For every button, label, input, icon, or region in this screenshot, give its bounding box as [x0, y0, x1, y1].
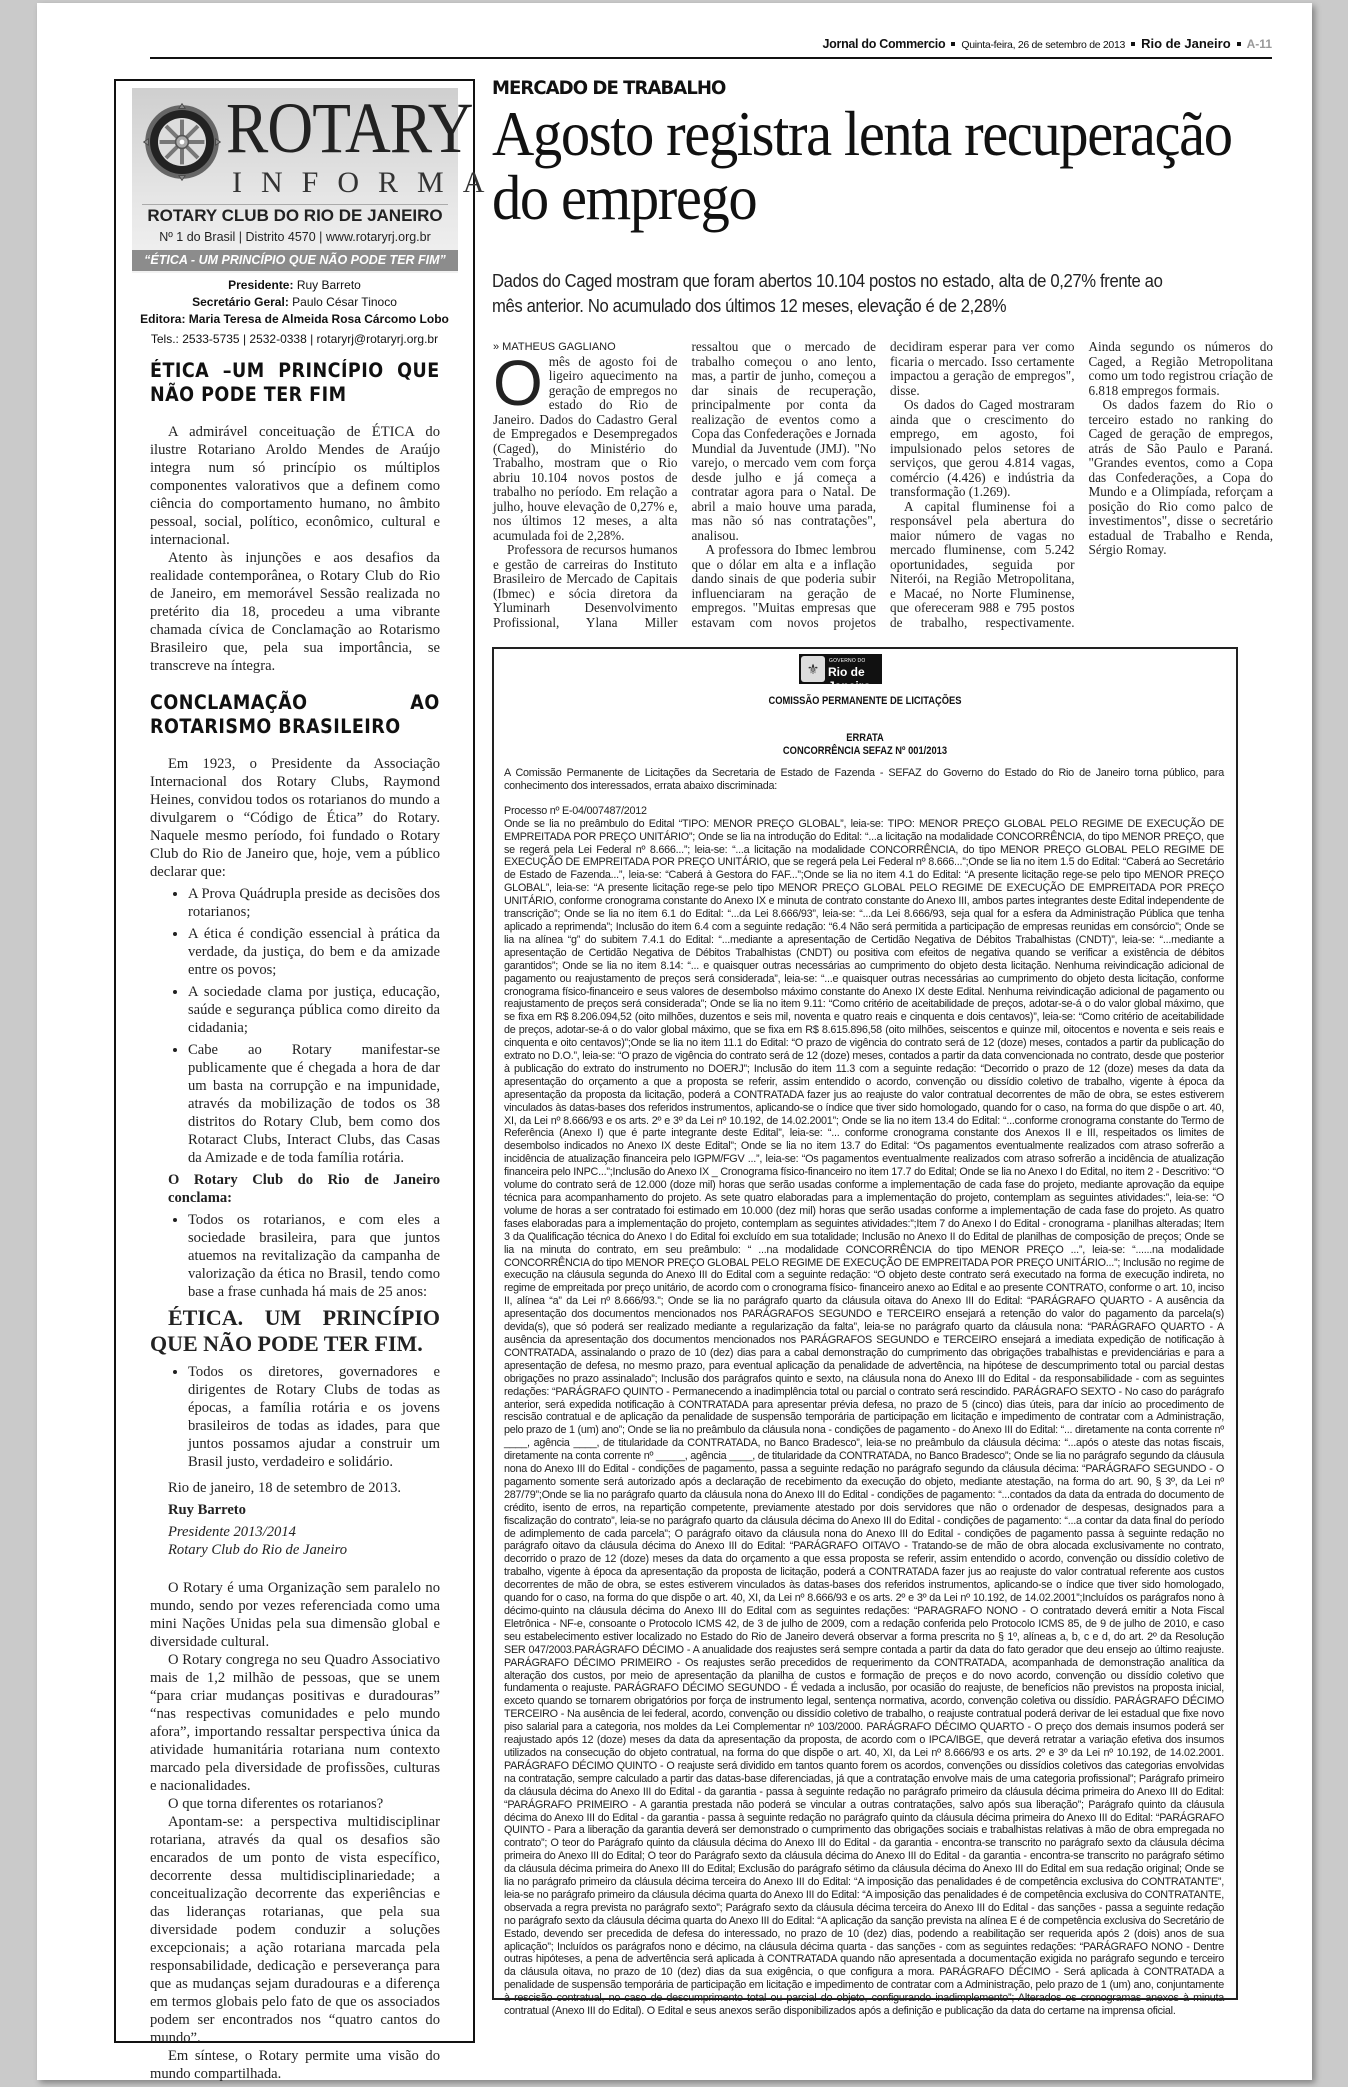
- signature-name: Ruy Barreto: [168, 1502, 246, 1518]
- list-item: • A ética é condição essencial à prática da verdade, da justiça, do bem e da amizade entre os povos;: [188, 925, 440, 979]
- paragraph: Os dados do Caged mostraram ainda que o crescimento do emprego, em agosto, foi impulsionado pelos setores de serviços, que gerou 4.814 vagas, comércio (4.426) e indústria da transformação (1.269).: [890, 397, 1075, 499]
- spacer: [150, 1559, 440, 1579]
- page-number: A-11: [1246, 37, 1272, 51]
- list-item: • A sociedade clama por justiça, educação, saúde e segurança pública como direito da cidadania;: [188, 983, 440, 1037]
- article-headline: Agosto registra lenta recuperação do emprego: [492, 99, 1232, 233]
- byline: » MATHEUS GAGLIANO: [493, 341, 616, 353]
- conclama-list: [150, 1211, 440, 1301]
- rotary-informa-box: [114, 79, 504, 2082]
- masthead: [150, 33, 1272, 59]
- paragraph: A capital fluminense foi a responsável pela abertura do maior número de vagas no mercado fluminense, com 5.242 oportunidades, seguida por Niterói, na Região Metropolitana, e Macaé, no Norte Fluminense, que ofereceram 988 e 795 postos de trabalho, respectivamente. Ainda segundo os números do Caged, a Região Metropolitana como um todo registrou criação de 6.818 empregos formais.: [890, 339, 1273, 630]
- newspaper-name: Jornal do Commercio: [822, 37, 946, 51]
- paragraph: Apontam-se: a perspectiva multidisciplinar rotariana, através da qual os desafios são encarados de um ponto de vista específico, decorrente dessa multidisciplinariedade; a conceitualização decorrente das experiências e das lideranças rotarianas, que pela sua diversidade podem conduzir a soluções excepcionais; a ação rotariana marcada pela responsabilidade, dedicação e perseverança para que as mudanças sejam duradouras e a diferença em termos globais pelo fato de que os associados podem ser encontrados nos “quatro cantos do mundo”.: [150, 1814, 440, 2046]
- separator-dot: [1237, 42, 1241, 46]
- article-deck: Dados do Caged mostram que foram abertos 10.104 postos no estado, alta de 0,27% frente ao mês anterior. No acumulado dos últimos 12 meses, elevação é de 2,28%: [492, 270, 1163, 316]
- paragraph-text: mês de agosto foi de ligeiro aquecimento na geração de empregos no estado do Rio de Janeiro. Dados do Cadastro Geral de Empregados e Desempregados (Caged), do Ministério do Trabalho, mostram que o Rio abriu 10.104 novos postos de trabalho no período. Em relação a julho, houve elevação de 0,27% e, nos últimos 12 meses, a alta acumulada foi de 2,28%.: [493, 353, 678, 543]
- paragraph: A admirável conceituação de ÉTICA do ilustre Rotariano Aroldo Mendes de Araújo integra num só princípio os múltiplos componentes valorativos que a definem como ciência do comportamento humano, no âmbito pessoal, social, político, econômico, cultural e internacional.: [150, 424, 440, 548]
- logo-big-text: Rio de Janeiro: [828, 665, 871, 693]
- paragraph: O Rotary congrega no seu Quadro Associativo mais de 1,2 milhão de pessoas, que se unem “para criar mudanças positivas e duradouras” “nas respectivas comunidades e pelo mundo afora”, importando ressaltar perspectiva única da atividade humanitária rotariana num contexto marcado pela diversidade de profissões, culturas e nacionalidades.: [150, 1652, 440, 1794]
- slogan-heading: ÉTICA. UM PRINCÍPIO QUE NÃO PODE TER FIM.: [150, 1305, 440, 1356]
- staff-president: [116, 277, 473, 294]
- government-logo: [799, 654, 882, 693]
- concorrencia-label: CONCORRÊNCIA SEFAZ Nº 001/2013: [782, 745, 948, 757]
- list-item: • Todos os diretores, governadores e dirigentes de Rotary Clubs de todas as épocas, a família rotária e os jovens brasileiros de todas as idades, para que juntos possamos ajudar a construir um Brasil justo, verdadeiro e solidário.: [188, 1363, 440, 1471]
- conclama-label: O Rotary Club do Rio de Janeiro conclama:: [168, 1172, 440, 1206]
- divider: [142, 204, 448, 205]
- paragraph: A professora do Ibmec lembrou que o dólar em alta e a inflação dando sinais de que poderia subir influenciaram na geração de empregos. "Muitas empresas que estavam com novos projetos decidiram esperar para ver como ficaria o mercado. Isso certamente impactou a geração de empregos", disse.: [691, 339, 1075, 630]
- rotary-logo-word: ROTARY: [226, 88, 473, 168]
- club-info: Nº 1 do Brasil | Distrito 4570 | www.rotaryrj.org.br: [159, 230, 431, 244]
- notice-intro: A Comissão Permanente de Licitações da Secretaria de Estado de Fazenda - SEFAZ do Governo do Estado do Rio de Janeiro torna público, para conhecimento dos interessados, errata abaixo discriminada:: [504, 767, 1224, 792]
- paragraph: Em síntese, o Rotary permite uma visão do mundo compartilhada.: [150, 2048, 440, 2082]
- slogan-list: [150, 1363, 440, 1471]
- staff-value: Ruy Barreto: [296, 278, 361, 292]
- paragraph: Os dados fazem do Rio o terceiro estado no ranking do Caged de geração de empregos, atrás de São Paulo e Paraná. "Grandes eventos, como a Copa das Confederações, a Copa do Mundo e a Olimpíada, reforçam a posição do Rio como palco de investimentos", disse o secretário estadual de Trabalho e Renda, Sérgio Romay.: [1088, 397, 1273, 557]
- process-number: Processo nº E-04/007487/2012: [504, 804, 647, 817]
- notice-body: [504, 767, 1224, 2018]
- paragraph: Professora de recursos humanos e gestão de carreiras do Instituto Brasileiro de Mercado de Capitais (Ibmec) e sócia diretora da Yluminarh Desenvolvimento Profissional, Ylana Miller ressaltou que o mercado de trabalho começou o ano lento, mas, a partir de junho, começou a dar sinais de recuperação, principalmente por conta da realização de eventos como a Copa das Confederações e Jornada Mundial da Juventude (JMJ). "No varejo, o mercado vem com força desde julho e já começa a contratar agora para o Natal. De abril a maio houve uma parada, mas não só nas contratações", analisou.: [493, 339, 876, 630]
- rotary-logo-informa: INFORMA: [232, 166, 504, 199]
- section-city: Rio de Janeiro: [1141, 36, 1231, 51]
- notice-subtitle: [550, 732, 1181, 758]
- rotary-wheel-icon: [142, 102, 222, 182]
- staff-list: [116, 277, 473, 348]
- staff-value: Maria Teresa de Almeida Rosa Cárcomo Lobo: [188, 312, 449, 326]
- staff-label: Secretário Geral:: [192, 295, 289, 309]
- declarations-list: [150, 885, 440, 1167]
- list-item: • A Prova Quádrupla preside as decisões dos rotarianos;: [188, 885, 440, 921]
- paragraph: O Rotary é uma Organização sem paralelo no mundo, sendo por vezes referenciada como uma mini Nações Unidas pela sua dimensão global e diversidade cultural.: [150, 1580, 440, 1650]
- section-heading: CONCLAMAÇÃO AO ROTARISMO BRASILEIRO: [150, 691, 440, 738]
- errata-label: ERRATA: [846, 732, 884, 744]
- notice-text: Onde se lia no preâmbulo do Edital “TIPO: MENOR PREÇO GLOBAL”, leia-se: TIPO: MENOR PREÇO GLOBAL PELO REGIME DE EXECUÇÃO DE EMPREITADA POR PREÇO UNITÁRIO”; Onde se lia na introdução do Edital: “...a licitação na modalidade CONCORRÊNCIA, do tipo MENOR PREÇO, que se regerá pela Lei Federal nº 8.666...”; leia-se: “...a licitação na modalidade CONCORRÊNCIA, do tipo MENOR PREÇO GLOBAL PELO REGIME DE EXECUÇÃO DE EMPREITADA POR PREÇO UNITÁRIO, que se regerá pela Lei Federal nº 8.666...”;Onde se lia no item 1.5 do Edital: “Caberá ao Secretário de Estado de Fazenda...”, leia-se: “Caberá à Gestora do FAF...”;Onde se lia no item 4.1 do Edital: “A presente licitação rege-se pelo tipo MENOR PREÇO GLOBAL”, leia-se: “A presente licitação rege-se pelo tipo MENOR PREÇO GLOBAL PELO REGIME DE EXECUÇÃO DE EMPREITADA POR PREÇO UNITÁRIO, conforme cronograma constante do Anexo IX e minuta de contrato constante do Anexo III, ambos partes integrantes deste Edital independente de transcrição”; Onde se lia no item 6.1 do Edital: “...da Lei 8.666/93”, leia-se: “...da Lei 8.666/93, seja qual for a esfera da Administração Pública que tenha aplicado a reprimenda”; Inclusão do item 6.4 com a seguinte redação: “6.4 Não será permitida a participação de empresas reunidas em consórcio”; Onde se lia na alínea “g” do subitem 7.4.1 do Edital: “...mediante a apresentação de Certidão Negativa de Débitos Trabalhistas (CNDT)”, leia-se: “...mediante a apresentação de Certidão Negativa de Débitos Trabalhistas (CNDT) ou positiva com efeitos de negativa quando se verificar a existência de débitos garantidos”; Onde se lia no item 8.14: “... e quaisquer outras necessárias ao cumprimento do objeto desta licitação. Nenhuma reivindicação adicional de pagamento ou reajustamento de preços será considerada”, leia-se: “...e quaisquer outras necessárias ao cumprimento do objeto desta licitação, conforme cronograma físico-financeiro e seus valores de desembolso máximo constante do Anexo IX deste Edital. Nenhuma reivindicação adicional de pagamento ou reajustamento de preços será considerada”; Onde se lia no item 9.11: “Como critério de aceitabilidade de preços, adotar-se-á o do valor global máximo, que se fixa em R$ 8.206.094,52 (oito milhões, duzentos e seis mil, noventa e quatro reais e cinquenta e dois centavos)”, leia-se: “Como critério de aceitabilidade de preços, adotar-se-á o do valor global máximo, que se fixa em R$ 8.615.896,58 (oito milhões, seiscentos e quinze mil, oitocentos e noventa e seis reais e cinquenta e oito centavos)”;Onde se lia no item 11.1 do Edital: “O prazo de vigência do contrato será de 12 (doze) meses, contados a partir da publicação do extrato no D.O.”, leia-se: “O prazo de vigência do contrato será de 12 (doze) meses, contados a partir da data convencionada no contrato, desde que posterior à publicação do extrato do instrumento no DOERJ”; Inclusão do item 11.3 com a seguinte redação: “Decorrido o prazo de 12 (doze) meses da data da apresentação do orçamento a que a proposta se referir, assim entendido o acordo, convenção ou dissídio coletivo de trabalho, vigente à época da apresentação da proposta da licitação, poderá a CONTRATADA fazer jus ao reajuste do valor contratual decorrentes de mão de obra, se estes estiverem vinculados às datas-bases dos referidos instrumentos, aplicando-se o índice que tiver sido homologado, quando for o caso, na forma do que dispõe o art. 40, XI, da Lei nº 8.666/93 e os arts. 2º e 3º da Lei nº 10.192, de 14.02.2001”; Onde se lia no item 13.4 do Edital: “...conforme cronograma constante do Termo de Referência (Anexo I) que é parte integrante deste Edital”, leia-se: “... conforme cronograma constante dos Anexos II e III, respeitados os limites de desembolso indicados no Anexo IX deste Edital”; Onde se lia no item 13.7 do Edital: “Os pagamentos eventualmente realizados com atraso sofrerão a incidência de atualização financeira pelo IGPM/FGV ...”, leia-se: “Os pagamentos eventualmente realizados com atraso sofrerão a incidência de atualização financeira pelo INPC...”;Inclusão do Anexo IX _ Cronograma físico-financeiro no item 17.7 do Edital; Onde se lia no Anexo I do Edital, no item 2 - Descritivo: “O volume do contrato será de 12.000 (doze mil) horas que serão usadas conforme a implementação de cada fase do projeto, mediante aprovação da equipe técnica para acompanhamento do projeto. As sete quatro elaboradas para a implementação do projeto, contemplam as seguintes atividades:”, leia-se: “O volume de horas a ser contratado foi estimado em 10.000 (dez mil) horas que serão usadas conforme a implementação de cada fase do projeto. As quatro fases elaboradas para a implementação do projeto, contemplam as seguintes atividades:”;Item 7 do Anexo I do Edital - cronograma - planilhas alteradas; Item 3 da Qualificação técnica do Anexo I do Edital foi excluído em sua totalidade; Inclusão no Anexo II do Edital de planilhas de composição de preços; Onde se lia na minuta do contrato, em seu preâmbulo: “ ...na modalidade CONCORRÊNCIA do tipo MENOR PREÇO ...”, leia-se: “......na modalidade CONCORRÊNCIA do tipo MENOR PREÇO GLOBAL PELO REGIME DE EXECUÇÃO DE EMPREITADA POR PREÇO UNITÁRIO...”; Inclusão no regime de execução na cláusula segunda do Anexo III do Edital com a seguinte redação: “O objeto deste contrato será executado na forma de execução indireta, no regime de empreitada por preço unitário, de acordo com o cronograma físico- financeiro anexo ao Edital e ao presente CONTRATO, conforme o art. 10, inciso II, alínea “a” da Lei nº 8.666/93.”; Onde se lia no parágrafo quarto da cláusula oitava do Anexo III do Edital: “PARÁGRAFO QUARTO - A ausência da apresentação dos documentos mencionados nos PARÁGRAFOS SEGUNDO e TERCEIRO ensejará a retenção do valor do pagamento da parcela(s) devida(s), que só poderá ser realizado mediante a regularização da falta”, leia-se no parágrafo quarto da cláusula nona: “PARÁGRAFO QUARTO - A ausência da apresentação dos documentos mencionados nos PARÁGRAFOS SEGUNDO e TERCEIRO ensejará a imediata expedição de notificação à CONTRATADA, assinalando o prazo de 10 (dez) dias para a cabal demonstração do cumprimento das obrigações trabalhistas e previdenciárias e para a apresentação de defesa, no mesmo prazo, para eventual aplicação da penalidade de advertência, na hipótese de descumprimento total ou parcial destas obrigações no prazo assinalado”; Inclusão dos parágrafos quinto e sexto, na cláusula nona do Anexo III do Edital - da responsabilidade - com as seguintes redações: “PARÁGRAFO QUINTO - Permanecendo a inadimplência total ou parcial o contrato será rescindido. PARÁGRAFO SEXTO - No caso do parágrafo anterior, será expedida notificação à CONTRATADA para apresentar prévia defesa, no prazo de 5 (cinco) dias úteis, para dar início ao procedimento de rescisão contratual e de aplicação da penalidade de suspensão temporária de participação em licitação e impedimento de contratar com a Administração, pelo prazo de 1 (um) ano”; Onde se lia no preâmbulo da cláusula nona - condições de pagamento - do Anexo III do Edital: “... diretamente na conta corrente nº ____, agência ____, de titularidade da CONTRATADA, no Banco Bradesco”, leia-se no preâmbulo da cláusula décima: “...após o ateste das notas fiscais, diretamente na conta corrente nº _____, agência ____, de titularidade da CONTRATADA, no Banco Bradesco”; Onde se lia no parágrafo segundo da cláusula nona do Anexo III do Edital - condições de pagamento, passa a seguinte redação no parágrafo segundo da cláusula décima: “PARÁGRAFO SEGUNDO - O pagamento somente será autorizado após a declaração de recebimento da execução do objeto, mediante atestação, na forma do art. 90, § 3º, da Lei nº 287/79”;Onde se lia no parágrafo quarto da cláusula nona do Anexo III do Edital - condições de pagamento: “...contados da data da entrada do documento de crédito, isento de erros, na repartição competente, previamente atestado por dois servidores que não o ordenador de despesas, designados para a fiscalização do contrato”, leia-se no parágrafo quarto da cláusula décima do Anexo III do Edital - condições de pagamento: “...a contar da data final do período de adimplemento de cada parcela”; O parágrafo oitavo da cláusula nona do Anexo III do Edital - condições de pagamento passa à seguinte redação no parágrafo oitavo da cláusula décima do Anexo III do Edital: “PARÁGRAFO OITAVO - Tratando-se de mão de obra alocada exclusivamente no contrato, decorrido o prazo de 12 (doze) meses da data do orçamento a que essa proposta se referir, assim entendido o acordo, convenção ou dissídio coletivo de trabalho, vigente à época da apresentação da proposta de licitação, poderá a CONTRATADA fazer jus ao reajuste do valor contratual referente aos custos decorrentes de mão de obra, se estes estiverem vinculados às datas-bases dos referidos instrumentos, aplicando-se o índice que tiver sido homologado, quando for o caso, na forma do que dispõe o art. 40, XI, da Lei nº 8.666/93 e os arts. 2º e 3º da Lei nº 10.192, de 14.02.2001”;Incluídos os parágrafos nono à décimo-quinto na cláusula décima do Anexo III do Edital com as seguintes redações: “PARAGRAFO NONO - O contratado deverá emitir a Nota Fiscal Eletrônica - NF-e, consoante o Protocolo ICMS 42, de 3 de julho de 2009, com a redação conferida pelo Protocolo ICMS 85, de 9 de julho de 2010, e caso seu estabelecimento estiver localizado no Estado do Rio de Janeiro deverá observar a forma prescrita no § 1º, alíneas a, b, c e d, do art. 2º da Resolução SER 047/2003.PARÁGRAFO DÉCIMO - A anualidade dos reajustes será sempre contada a partir da data do fato gerador que deu ensejo ao último reajuste. PARÁGRAFO DÉCIMO PRIMEIRO - Os reajustes serão precedidos de requerimento da CONTRATADA, acompanhada de demonstração analítica da alteração dos custos, por meio de apresentação da planilha de custos e formação de preços e do novo acordo, convenção ou dissídio coletivo que fundamenta o reajuste. PARÁGRAFO DÉCIMO SEGUNDO - É vedada a inclusão, por ocasião do reajuste, de benefícios não previstos na proposta inicial, exceto quando se tornarem obrigatórios por força de instrumento legal, sentença normativa, acordo, convenção coletiva ou dissídio. PARÁGRAFO DÉCIMO TERCEIRO - Na ausência de lei federal, acordo, convenção ou dissídio coletivo de trabalho, o reajuste contratual poderá derivar de lei estadual que fixe novo piso salarial para a categoria, nos moldes da Lei Complementar nº 103/2000. PARÁGRAFO DÉCIMO QUARTO - O preço dos demais insumos poderá ser reajustado após 12 (doze) meses da data da apresentação da proposta, de acordo com o IPCA/IBGE, que deverá retratar a variação efetiva dos insumos utilizados na consecução do objeto contratual, na forma do que dispõe o art. 40, XI, da Lei nº 8.666/93 e os arts. 2º e 3º da Lei nº 10.192, de 14.02.2001. PARÁGRAFO DÉCIMO QUINTO - O reajuste será dividido em tantos quanto forem os acordos, convenções ou dissídios coletivos das categorias envolvidas na contratação, sempre calculado a partir das datas-base diferenciadas, já que a contratação envolve mais de uma categoria profissional”; Parágrafo primeiro da cláusula décima do Anexo III do Edital - da garantia - passa à seguinte redação no parágrafo primeiro da cláusula décima primeira do Anexo III do Edital: “PARÁGRAFO PRIMEIRO - A garantia prestada não poderá se vincular a outras contratações, salvo após sua liberação”; Parágrafo quinto da cláusula décima do Anexo III do Edital - da garantia - passa à seguinte redação no parágrafo quinto da cláusula décima primeira do Anexo III do Edital: “PARÁGRAFO QUINTO - Para a liberação da garantia deverá ser demonstrado o cumprimento das obrigações sociais e trabalhistas relativas à mão de obra empregada no contrato”; O teor do Parágrafo quinto da cláusula décima do Anexo III do Edital - da garantia - encontra-se transcrito no parágrafo sexto da cláusula décima primeira do Anexo III do Edital; O teor do Parágrafo sexto da cláusula décima do Anexo III do Edital - da garantia - encontra-se transcrito no parágrafo sétimo da cláusula décima primeira do Anexo III do Edital; Exclusão do parágrafo sétimo da cláusula décima do Anexo III do Edital em sua redação original; Onde se lia no parágrafo primeiro da cláusula décima terceira do Anexo III do Edital: “A imposição das penalidades é de competência exclusiva do CONTRATANTE”, leia-se no parágrafo primeiro da cláusula décima quarta do Anexo III do Edital: “A imposição das penalidades é de competência exclusiva do CONTRATANTE, observada a regra prevista no parágrafo sexto”; Parágrafo sexto da cláusula décima terceira do Anexo III do Edital - das sanções - passa a seguinte redação no parágrafo sexto da cláusula décima quarta do Anexo III do Edital: “A aplicação da sanção prevista na alínea E é de competência exclusiva do Secretário de Estado, devendo ser precedida de defesa do interessado, no prazo de 10 (dez) dias, podendo a reabilitação ser requerida após 2 (dois) anos de sua aplicação”; Incluídos os parágrafos nono e décimo, na cláusula décima quarta - das sanções - com as seguintes redações: “PARÁGRAFO NONO - Dentre outras hipóteses, a pena de advertência será aplicada à CONTRATADA quando não apresentada a documentação exigida no parágrafo segundo e terceiro da cláusula oitava, no prazo de 10 (dez) dias da sua exigência, o que configura a mora. PARÁGRAFO DÉCIMO - Será aplicada à CONTRATADA a penalidade de suspensão temporária de participação em licitação e impedimento de contratar com a Administração, pelo prazo de 1 (um) ano, conjuntamente à rescisão contratual, no caso de descumprimento total ou parcial do objeto, configurando inadimplemento”; Alterados os cronogramas anexos à minuta contratual (Anexo III do Edital). O Edital e seus anexos serão disponibilizados após a definição e publicação da data do certame na imprensa oficial.: [504, 817, 1224, 2018]
- paragraph: Atento às injunções e aos desafios da realidade contemporânea, o Rotary Club do Rio de Janeiro, em memorável Sessão realizada no pretérito dia 18, procedeu a uma vibrante chamada cívica de Conclamação ao Rotarismo Brasileiro que, pela sua importância, se transcreve na íntegra.: [150, 550, 440, 674]
- notice-title: COMISSÃO PERMANENTE DE LICITAÇÕES: [768, 695, 962, 707]
- signature-date: Rio de janeiro, 18 de setembro de 2013.: [168, 1480, 402, 1496]
- contact-info: Tels.: 2533-5735 | 2532-0338 | rotaryrj@rotaryrj.org.br: [150, 332, 439, 346]
- club-name: ROTARY CLUB DO RIO DE JANEIRO: [147, 206, 443, 225]
- drop-cap: O: [493, 346, 543, 419]
- article-kicker: MERCADO DE TRABALHO: [492, 77, 726, 99]
- newspaper-page: [37, 3, 1312, 2080]
- list-item: • Todos os rotarianos, e com eles a sociedade brasileira, para que juntos atuemos na revitalização da campanha de valorização da ética no Brasil, tendo como base a frase cunhada há mais de 25 anos:: [188, 1211, 440, 1301]
- edition-date: Quinta-feira, 26 de setembro de 2013: [961, 39, 1126, 51]
- logo-small-text: GOVERNO DO: [829, 658, 866, 664]
- staff-label: Presidente:: [228, 278, 294, 292]
- legal-notice: [492, 647, 1238, 2018]
- paragraph: Em 1923, o Presidente da Associação Internacional dos Rotary Clubs, Raymond Heines, convidou todos os rotarianos do mundo a divulgarem o “Código de Ética” do Rotary. Naquele mesmo período, foi fundado o Rotary Club do Rio de Janeiro que, hoje, vem a público declarar que:: [150, 756, 440, 880]
- staff-secretary: [116, 294, 473, 311]
- signature-role: Presidente 2013/2014: [168, 1524, 296, 1540]
- staff-editor: [116, 311, 473, 328]
- coat-of-arms-icon: ⚜: [801, 656, 825, 682]
- separator-dot: [1131, 42, 1135, 46]
- signature-org: Rotary Club do Rio de Janeiro: [168, 1542, 348, 1558]
- club-motto: “ÉTICA - UM PRINCÍPIO QUE NÃO PODE TER FIM”: [132, 250, 458, 271]
- article-body: [493, 340, 1273, 640]
- paragraph: O que torna diferentes os rotarianos?: [168, 1796, 384, 1812]
- list-item: • Cabe ao Rotary manifestar-se publicamente que é chegada a hora de dar um basta na corrupção e na impunidade, através da mobilização de todos os 38 distritos do Rotary Club, bem como dos Rotaract Clubs, Interact Clubs, das Casas da Amizade e de toda família rotária.: [188, 1041, 440, 1167]
- staff-label: Editora:: [140, 312, 186, 326]
- rotary-article: [150, 359, 440, 2083]
- section-heading: ÉTICA –UM PRINCÍPIO QUE NÃO PODE TER FIM: [150, 359, 440, 406]
- separator-dot: [951, 42, 955, 46]
- staff-value: Paulo César Tinoco: [292, 295, 397, 309]
- rotary-logo-banner: [132, 88, 504, 273]
